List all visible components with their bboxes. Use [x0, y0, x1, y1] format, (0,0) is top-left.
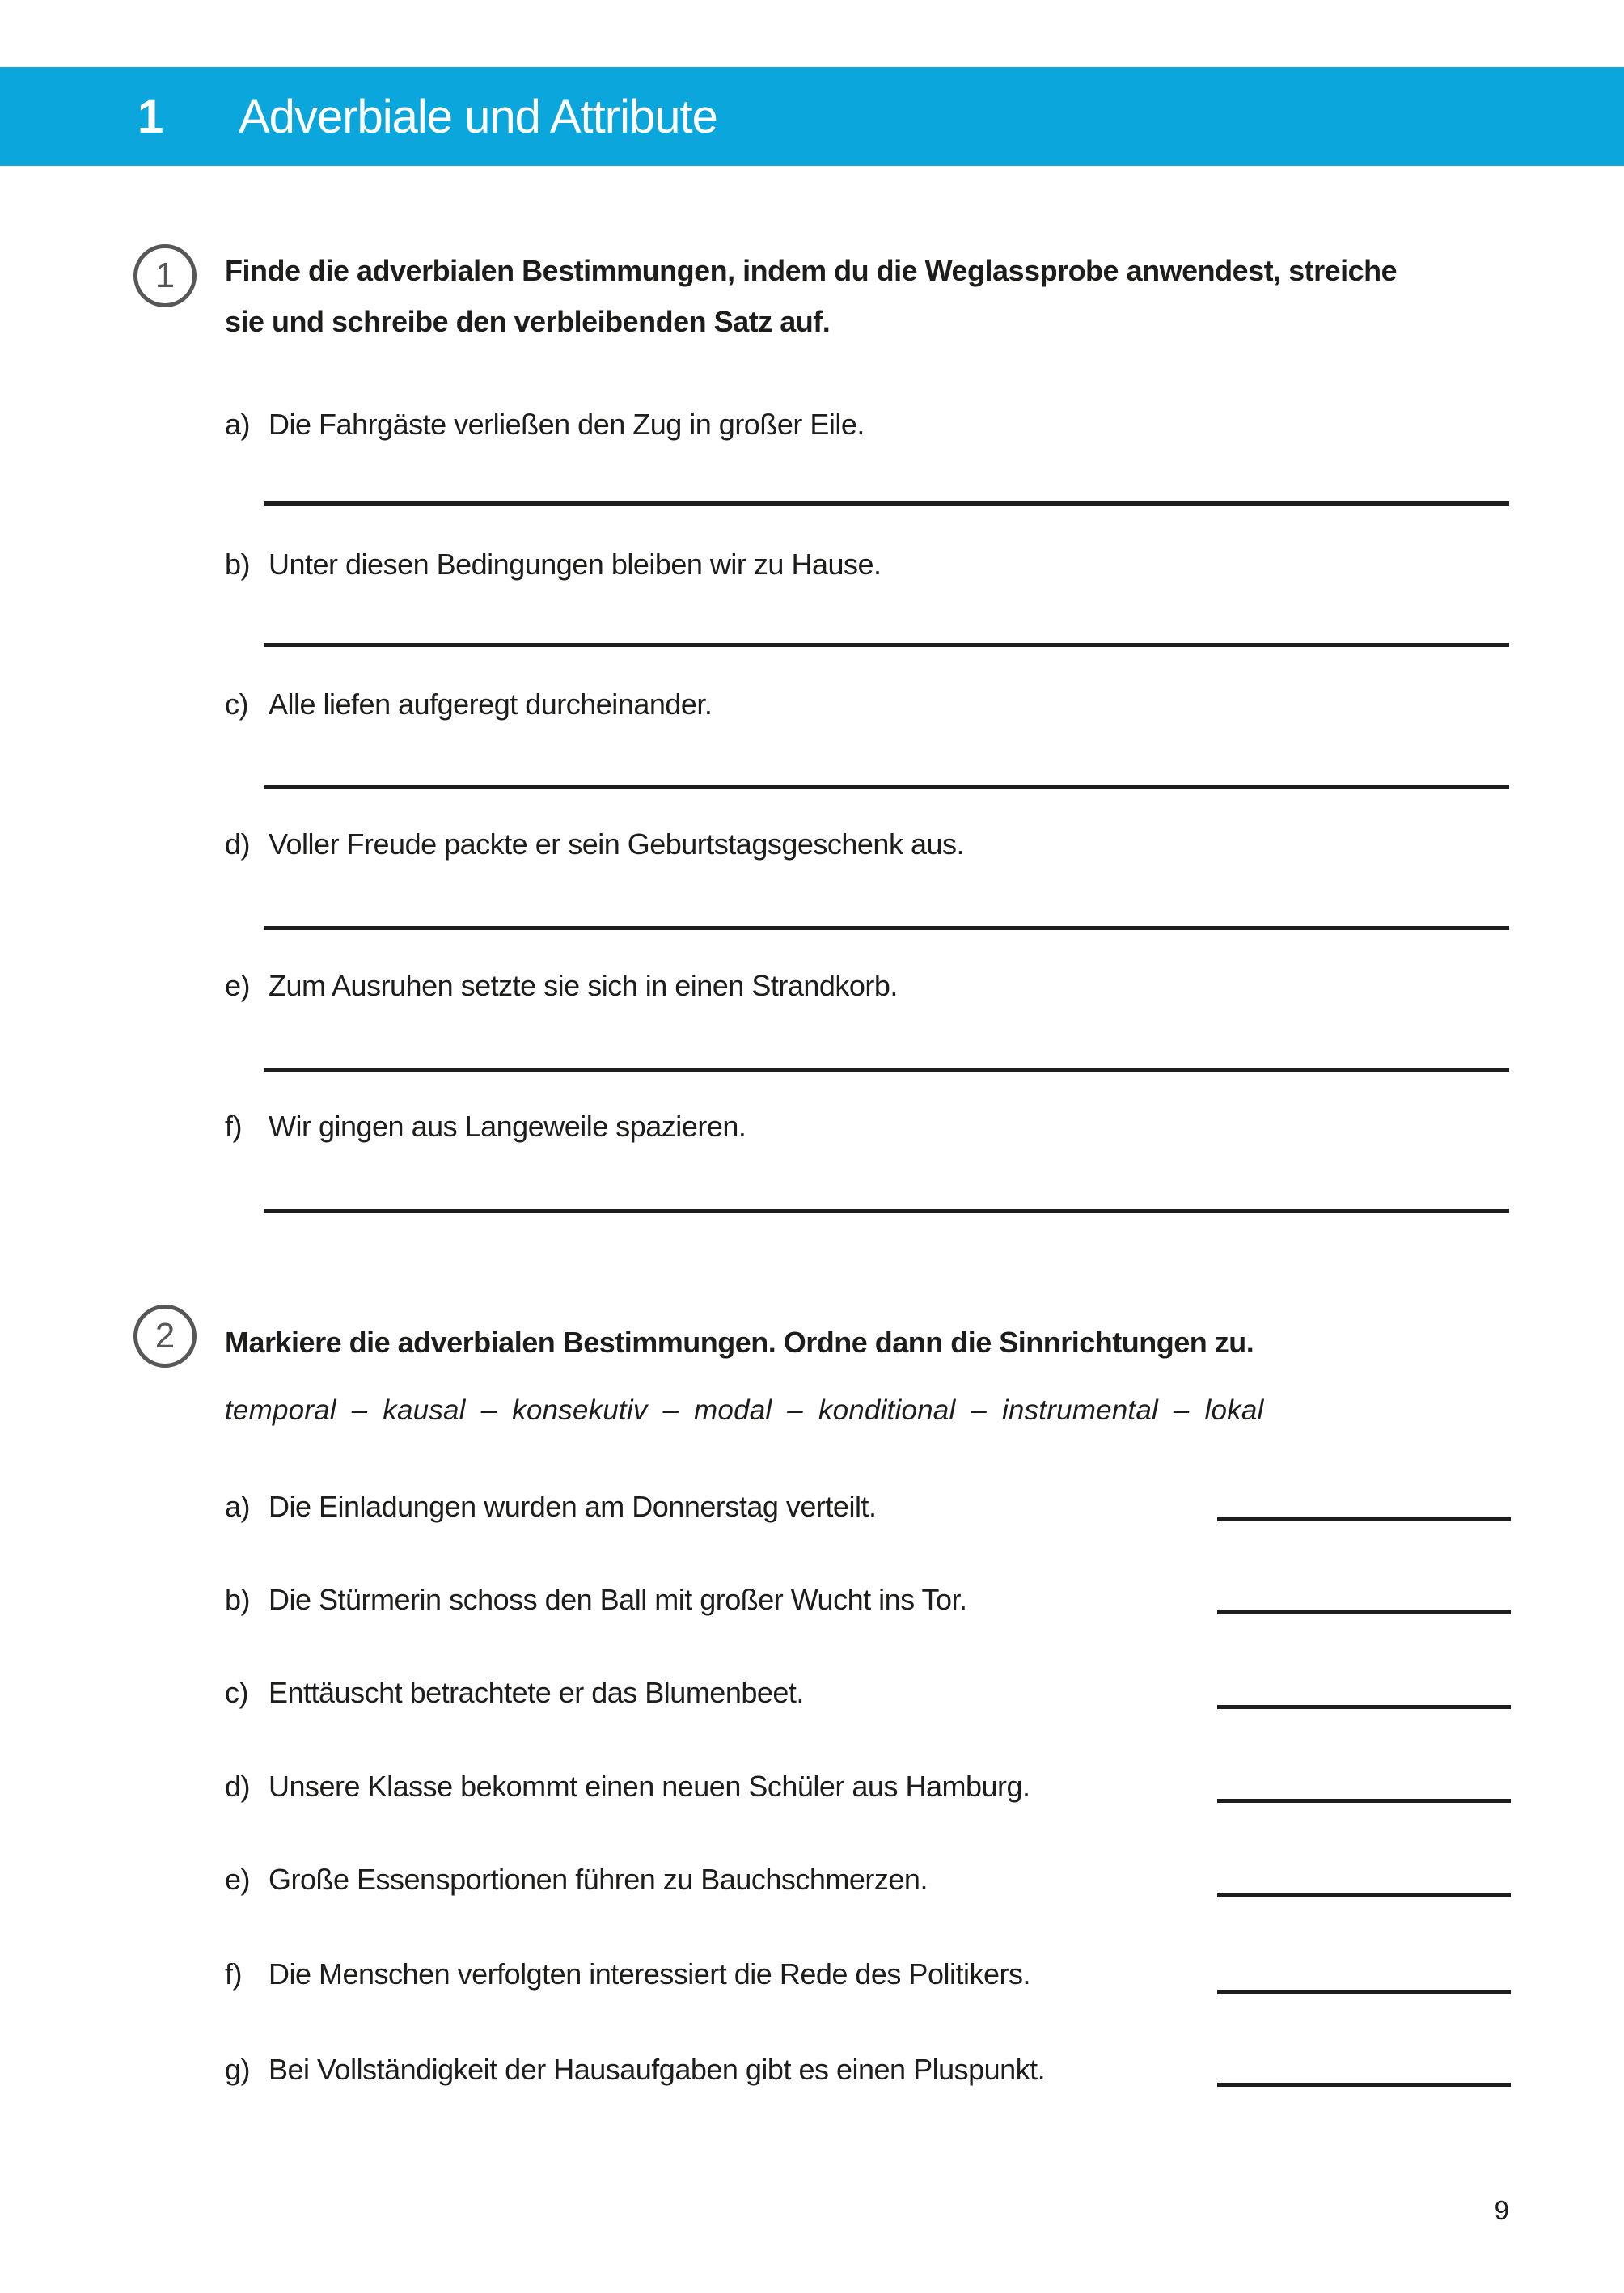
item-sentence: Enttäuscht betrachtete er das Blumenbeet. [269, 1676, 804, 1709]
item-sentence: Die Stürmerin schoss den Ball mit großer Wucht ins Tor. [269, 1583, 967, 1616]
exercise1-item-b [225, 548, 882, 582]
item-label: d) [225, 1770, 251, 1803]
exercise2-item-d [225, 1770, 1203, 1804]
item-sentence: Bei Vollständigkeit der Hausaufgaben gibt es einen Pluspunkt. [269, 2053, 1046, 2086]
item-sentence: Große Essensportionen führen zu Bauchschmerzen. [269, 1863, 928, 1896]
item-sentence: Alle liefen aufgeregt durcheinander. [269, 687, 713, 721]
exercise2-instruction: Markiere die adverbialen Bestimmungen. Ordne dann die Sinnrichtungen zu. [225, 1326, 1254, 1359]
item-sentence: Die Menschen verfolgten interessiert die Rede des Politikers. [269, 1957, 1030, 1991]
chapter-number: 1 [137, 90, 163, 143]
item-sentence: Wir gingen aus Langeweile spazieren. [269, 1110, 746, 1143]
exercise1-number: 1 [154, 256, 176, 295]
item-label: e) [225, 969, 251, 1002]
exercise1-item-f [225, 1110, 746, 1144]
item-sentence: Die Einladungen wurden am Donnerstag verteilt. [269, 1490, 877, 1523]
exercise1-number-badge [133, 244, 197, 307]
item-label: c) [225, 1676, 248, 1709]
category-line-c [1217, 1705, 1511, 1709]
answer-line-c [264, 785, 1509, 789]
exercise2-item-f [225, 1957, 1203, 1991]
category-line-e [1217, 1893, 1511, 1897]
exercise1-item-a [225, 408, 865, 442]
item-label: a) [225, 1490, 251, 1523]
item-label: e) [225, 1863, 251, 1896]
item-label: f) [225, 1110, 242, 1143]
item-label: c) [225, 687, 248, 721]
exercise2-item-a [225, 1490, 1203, 1524]
category-line-f [1217, 1990, 1511, 1994]
item-label: g) [225, 2053, 251, 2086]
exercise1-item-d [225, 827, 964, 861]
answer-line-a [264, 501, 1509, 506]
answer-line-e [264, 1068, 1509, 1072]
category-line-a [1217, 1517, 1511, 1521]
exercise2-item-c [225, 1676, 1203, 1710]
item-label: b) [225, 548, 251, 581]
exercise2-number: 2 [154, 1316, 176, 1356]
exercise1-item-c [225, 687, 712, 721]
chapter-header-bar [0, 67, 1624, 166]
item-sentence: Unter diesen Bedingungen bleiben wir zu Hause. [269, 548, 882, 581]
item-sentence: Voller Freude packte er sein Geburtstagsgeschenk aus. [269, 827, 964, 861]
category-line-b [1217, 1610, 1511, 1614]
category-line-d [1217, 1799, 1511, 1803]
exercise1-instruction: Finde die adverbialen Bestimmungen, indem du die Weglassprobe anwendest, streiche sie und schreibe den verbleibenden Satz auf. [225, 254, 1398, 338]
answer-line-b [264, 643, 1509, 647]
item-label: d) [225, 827, 251, 861]
chapter-title: Adverbiale und Attribute [239, 90, 717, 143]
exercise2-item-e [225, 1863, 1203, 1897]
item-label: f) [225, 1957, 242, 1991]
exercise2-item-b [225, 1583, 1203, 1617]
answer-line-d [264, 926, 1509, 930]
answer-line-f [264, 1209, 1509, 1213]
item-sentence: Zum Ausruhen setzte sie sich in einen Strandkorb. [269, 969, 898, 1002]
item-sentence: Unsere Klasse bekommt einen neuen Schüler aus Hamburg. [269, 1770, 1030, 1803]
item-label: b) [225, 1583, 251, 1616]
exercise1-item-e [225, 969, 898, 1003]
page-number: 9 [1494, 2195, 1509, 2225]
item-label: a) [225, 408, 251, 441]
exercise2-number-badge [133, 1305, 197, 1368]
category-line-g [1217, 2083, 1511, 2087]
exercise2-item-g [225, 2053, 1203, 2087]
item-sentence: Die Fahrgäste verließen den Zug in großer Eile. [269, 408, 865, 441]
exercise2-word-bank: temporal – kausal – konsekutiv – modal – konditional – instrumental – lokal [225, 1394, 1264, 1426]
